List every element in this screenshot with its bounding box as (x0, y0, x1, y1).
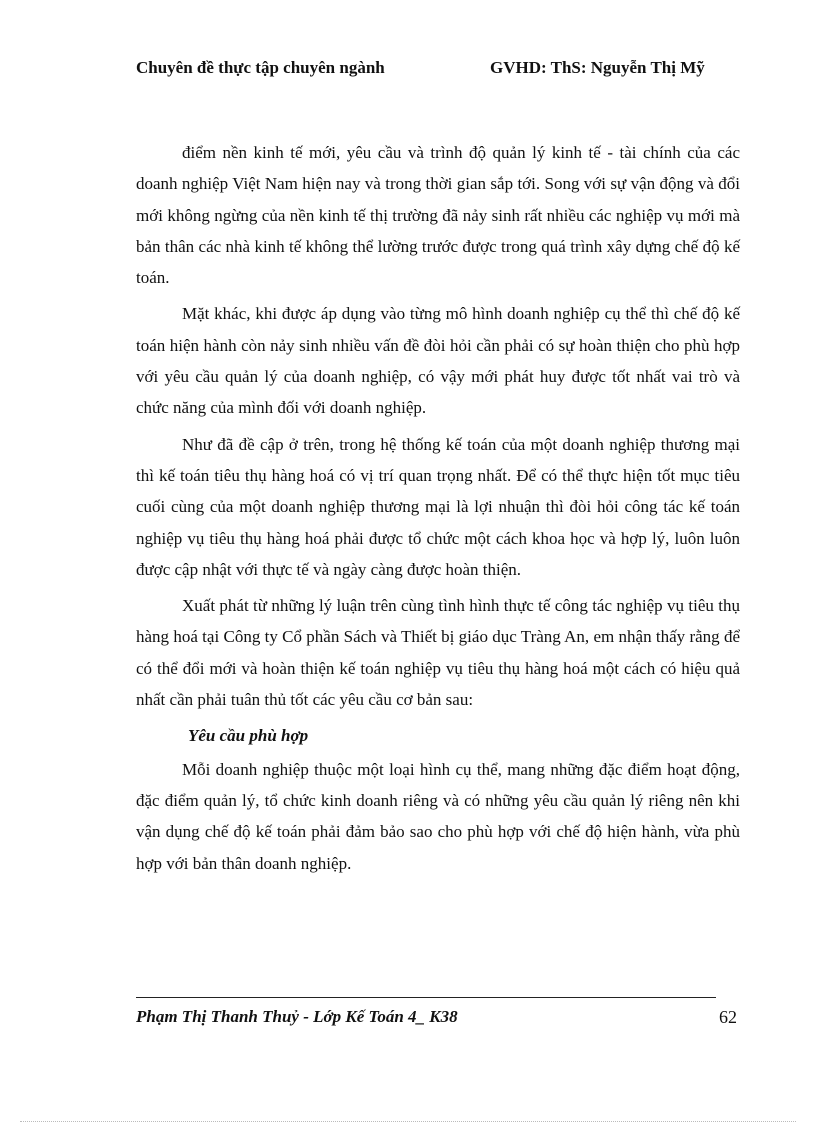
page-number: 62 (719, 1007, 737, 1027)
document-body (136, 137, 740, 884)
paragraph: Mặt khác, khi được áp dụng vào từng mô hình doanh nghiệp cụ thể thì chế độ kế toán hiện hành còn nảy sinh nhiều vấn đề đòi hỏi cần phải có sự hoàn thiện cho phù hợp với yêu cầu quản lý của doanh nghiệp, có vậy mới phát huy được tốt nhất vai trò và chức năng của mình đối với doanh nghiệp. (136, 304, 740, 418)
page-edge-divider (20, 1121, 796, 1122)
paragraph: điểm nền kinh tế mới, yêu cầu và trình độ quản lý kinh tế - tài chính của các doanh nghiệp Việt Nam hiện nay và trong thời gian sắp tới. Song với sự vận động và đổi mới không ngừng của nền kinh tế thị trường đã nảy sinh rất nhiều các nghiệp vụ mới mà bản thân các nhà kinh tế không thể lường trước được trong quá trình xây dựng chế độ kế toán. (136, 143, 740, 288)
paragraph: Xuất phát từ những lý luận trên cùng tình hình thực tế công tác nghiệp vụ tiêu thụ hàng hoá tại Công ty Cổ phần Sách và Thiết bị giáo dục Tràng An, em nhận thấy rằng để có thể đổi mới và hoàn thiện kế toán nghiệp vụ tiêu thụ hàng hoá một cách có hiệu quả nhất cần phải tuân thủ tốt các yêu cầu cơ bản sau: (136, 596, 740, 710)
section-heading: Yêu cầu phù hợp (188, 726, 309, 746)
footer-divider (136, 997, 716, 998)
page-header (136, 58, 736, 82)
page-footer (136, 1007, 740, 1031)
header-title: Chuyên đề thực tập chuyên ngành (136, 58, 385, 77)
footer-author: Phạm Thị Thanh Thuỷ - Lớp Kế Toán 4_ K38 (136, 1007, 458, 1026)
header-advisor: GVHD: ThS: Nguyễn Thị Mỹ (490, 58, 705, 77)
paragraph: Như đã đề cập ở trên, trong hệ thống kế toán của một doanh nghiệp thương mại thì kế toán tiêu thụ hàng hoá có vị trí quan trọng nhất. Để có thể thực hiện tốt mục tiêu cuối cùng của một doanh nghiệp thương mại là lợi nhuận thì đòi hỏi công tác kế toán nghiệp vụ tiêu thụ hàng hoá phải được tổ chức một cách khoa học và hợp lý, luôn luôn được cập nhật với thực tế và ngày càng được hoàn thiện. (136, 434, 740, 579)
paragraph: Mỗi doanh nghiệp thuộc một loại hình cụ thể, mang những đặc điểm hoạt động, đặc điểm quản lý, tổ chức kinh doanh riêng và có những yêu cầu quản lý riêng nên khi vận dụng chế độ kế toán phải đảm bảo sao cho phù hợp với chế độ hiện hành, vừa phù hợp với bản thân doanh nghiệp. (136, 759, 740, 873)
